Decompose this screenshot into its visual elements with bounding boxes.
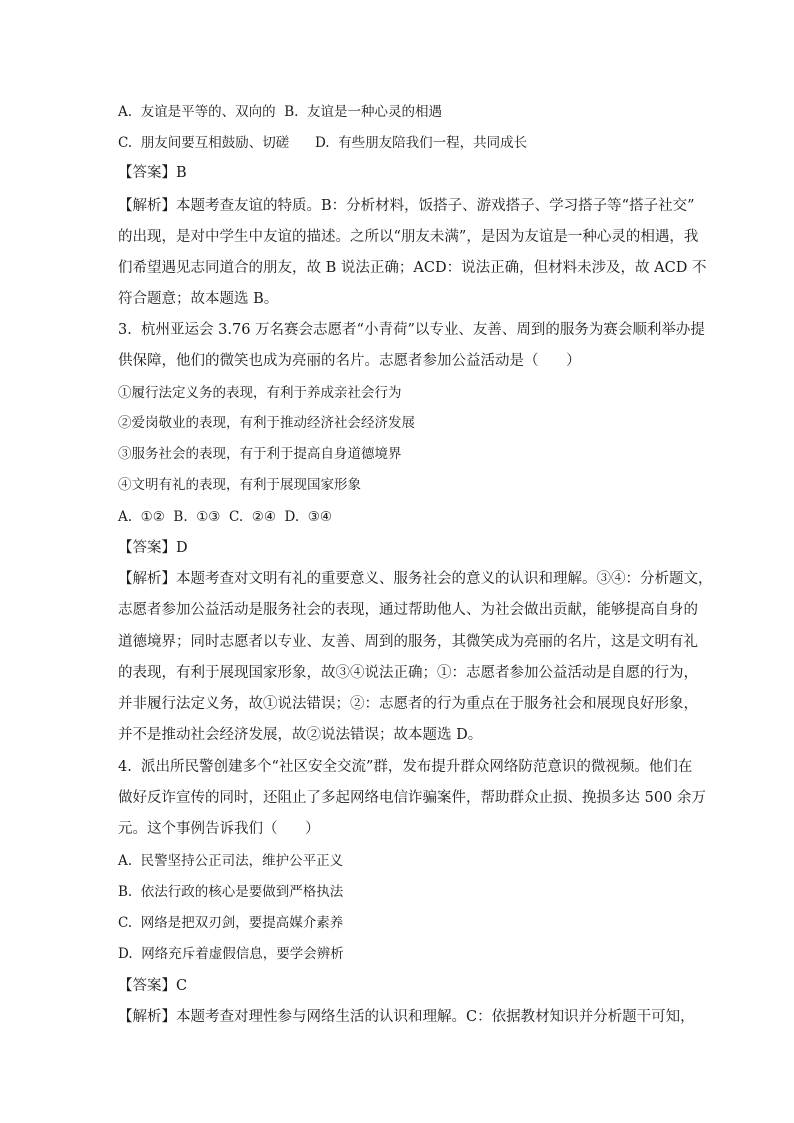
question2-analysis-line: 们希望遇见志同道合的朋友，故 B 说法正确；ACD：说法正确，但材料未涉及，故 ACD 不 bbox=[118, 260, 707, 276]
question2-answer: 【答案】B bbox=[118, 165, 187, 181]
question2-option-line-1: A. 友谊是平等的、双向的 B. 友谊是一种心灵的相遇 bbox=[118, 104, 442, 120]
question3-stem-line: 3. 杭州亚运会 3.76 万名赛会志愿者“小青荷”以专业、友善、周到的服务为赛会顺利举办提 bbox=[118, 322, 705, 338]
question4-option: D. 网络充斥着虚假信息，要学会辨析 bbox=[118, 946, 344, 962]
question4-analysis-line: 【解析】本题考查对理性参与网络生活的认识和理解。C：依据教材知识并分析题干可知， bbox=[118, 1009, 695, 1025]
question3-options: A. ①② B. ①③ C. ②④ D. ③④ bbox=[118, 509, 332, 525]
question3-analysis-line: 并非履行法定义务，故①说法错误；②：志愿者的行为重点在于服务社会和展现良好形象， bbox=[118, 696, 698, 712]
question2-option-line-2: C. 朋友间要互相鼓励、切磋 D. 有些朋友陪我们一程，共同成长 bbox=[118, 135, 528, 151]
question3-answer: 【答案】D bbox=[118, 540, 188, 556]
question3-statement: ①履行法定义务的表现，有利于养成亲社会行为 bbox=[118, 385, 402, 401]
question4-option: B. 依法行政的核心是要做到严格执法 bbox=[118, 884, 344, 900]
question3-statement: ③服务社会的表现，有于利于提高自身道德境界 bbox=[118, 446, 402, 462]
question4-option: C. 网络是把双刃剑，要提高媒介素养 bbox=[118, 915, 344, 931]
question3-statement: ④文明有礼的表现，有利于展现国家形象 bbox=[118, 477, 361, 493]
question4-stem-line: 做好反诈宣传的同时，还阻止了多起网络电信诈骗案件，帮助群众止损、挽损多达 500 余万 bbox=[118, 790, 706, 806]
question3-stem-line: 供保障，他们的微笑也成为亮丽的名片。志愿者参加公益活动是（ ） bbox=[118, 353, 581, 369]
question3-statement: ②爱岗敬业的表现，有利于推动经济社会经济发展 bbox=[118, 415, 415, 431]
question4-stem-line: 4. 派出所民警创建多个“社区安全交流”群，发布提升群众网络防范意识的微视频。他们在 bbox=[118, 759, 693, 775]
question3-analysis-line: 【解析】本题考查对文明有礼的重要意义、服务社会的意义的认识和理解。③④：分析题文， bbox=[118, 571, 713, 587]
question3-analysis-line: 的表现，有利于展现国家形象，故③④说法正确；①：志愿者参加公益活动是自愿的行为， bbox=[118, 665, 698, 681]
question3-analysis-line: 并不是推动社会经济发展，故②说法错误；故本题选 D。 bbox=[118, 727, 483, 743]
question2-analysis-line: 【解析】本题考查友谊的特质。B：分析材料，饭搭子、游戏搭子、学习搭子等“搭子社交” bbox=[118, 198, 695, 214]
question3-analysis-line: 志愿者参加公益活动是服务社会的表现，通过帮助他人、为社会做出贡献，能够提高自身的 bbox=[118, 602, 698, 618]
question2-analysis-line: 的出现，是对中学生中友谊的描述。之所以“朋友未满”，是因为友谊是一种心灵的相遇，我 bbox=[118, 229, 699, 245]
question4-answer: 【答案】C bbox=[118, 978, 188, 994]
question4-option: A. 民警坚持公正司法，维护公平正义 bbox=[118, 853, 344, 869]
question2-analysis-line: 符合题意；故本题选 B。 bbox=[118, 291, 279, 307]
question3-analysis-line: 道德境界；同时志愿者以专业、友善、周到的服务，其微笑成为亮丽的名片，这是文明有礼 bbox=[118, 634, 698, 650]
question4-stem-line: 元。这个事例告诉我们（ ） bbox=[118, 821, 320, 837]
